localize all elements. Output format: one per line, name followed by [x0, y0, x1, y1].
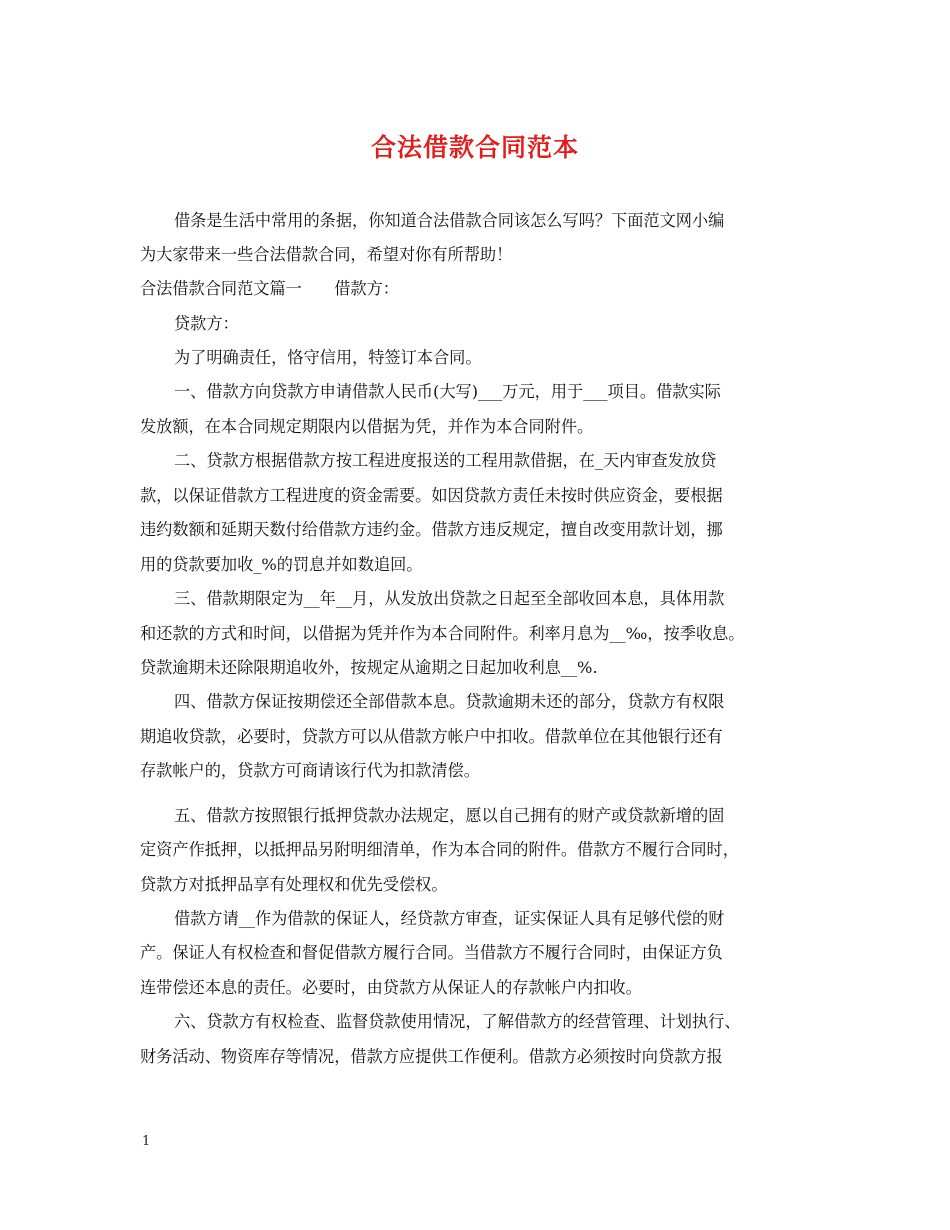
text-line: 六、贷款方有权检查、监督贷款使用情况，了解借款方的经营管理、计划执行、: [174, 1012, 741, 1031]
document-title: 合法借款合同范本: [370, 133, 579, 162]
text-line: 期追收贷款，必要时，贷款方可以从借款方帐户中扣收。借款单位在其他银行还有: [140, 727, 723, 746]
text-line: 发放额，在本合同规定期限内以借据为凭，并作为本合同附件。: [140, 417, 594, 436]
text-line: 连带偿还本息的责任。必要时，由贷款方从保证人的存款帐户内扣收。: [140, 978, 642, 997]
text-line: 和还款的方式和时间，以借据为凭并作为本合同附件。利率月息为__‰，按季收息。: [140, 624, 745, 643]
text-line: 为了明确责任，恪守信用，特签订本合同。: [174, 348, 482, 367]
text-line: 款，以保证借款方工程进度的资金需要。如因贷款方责任未按时供应资金，要根据: [140, 486, 723, 505]
text-line: 存款帐户的，贷款方可商请该行代为扣款清偿。: [140, 761, 480, 780]
text-line: 合法借款合同范文篇一 借款方：: [140, 279, 399, 298]
text-line: 借条是生活中常用的条据，你知道合法借款合同该怎么写吗？下面范文网小编: [174, 211, 725, 230]
text-line: 四、借款方保证按期偿还全部借款本息。贷款逾期未还的部分，贷款方有权限: [174, 692, 725, 711]
text-line: 三、借款期限定为__年__月，从发放出贷款之日起至全部收回本息，具体用款: [174, 589, 725, 608]
text-line: 贷款方：: [174, 314, 239, 333]
text-line: 财务活动、物资库存等情况，借款方应提供工作便利。借款方必须按时向贷款方报: [140, 1047, 723, 1066]
text-line: 为大家带来一些合法借款合同，希望对你有所帮助！: [140, 245, 513, 264]
text-line: 五、借款方按照银行抵押贷款办法规定，愿以自己拥有的财产或贷款新增的固: [174, 806, 725, 825]
text-line: 二、贷款方根据借款方按工程进度报送的工程用款借据，在_天内审查发放贷: [174, 451, 717, 470]
page-number: 1: [142, 1134, 151, 1149]
text-line: 贷款方对抵押品享有处理权和优先受偿权。: [140, 875, 448, 894]
text-line: 产。保证人有权检查和督促借款方履行合同。当借款方不履行合同时，由保证方负: [140, 943, 723, 962]
text-line: 违约数额和延期天数付给借款方违约金。借款方违反规定，擅自改变用款计划，挪: [140, 520, 723, 539]
text-line: 用的贷款要加收_%的罚息并如数追回。: [140, 555, 423, 574]
text-line: 定资产作抵押，以抵押品另附明细清单，作为本合同的附件。借款方不履行合同时，: [140, 840, 739, 859]
text-line: 借款方请__作为借款的保证人，经贷款方审查，证实保证人具有足够代偿的财: [174, 909, 725, 928]
text-line: 贷款逾期未还除限期追收外，按规定从逾期之日起加收利息__%.: [140, 658, 598, 677]
text-line: 一、借款方向贷款方申请借款人民币(大写)___万元，用于___项目。借款实际: [174, 382, 721, 401]
